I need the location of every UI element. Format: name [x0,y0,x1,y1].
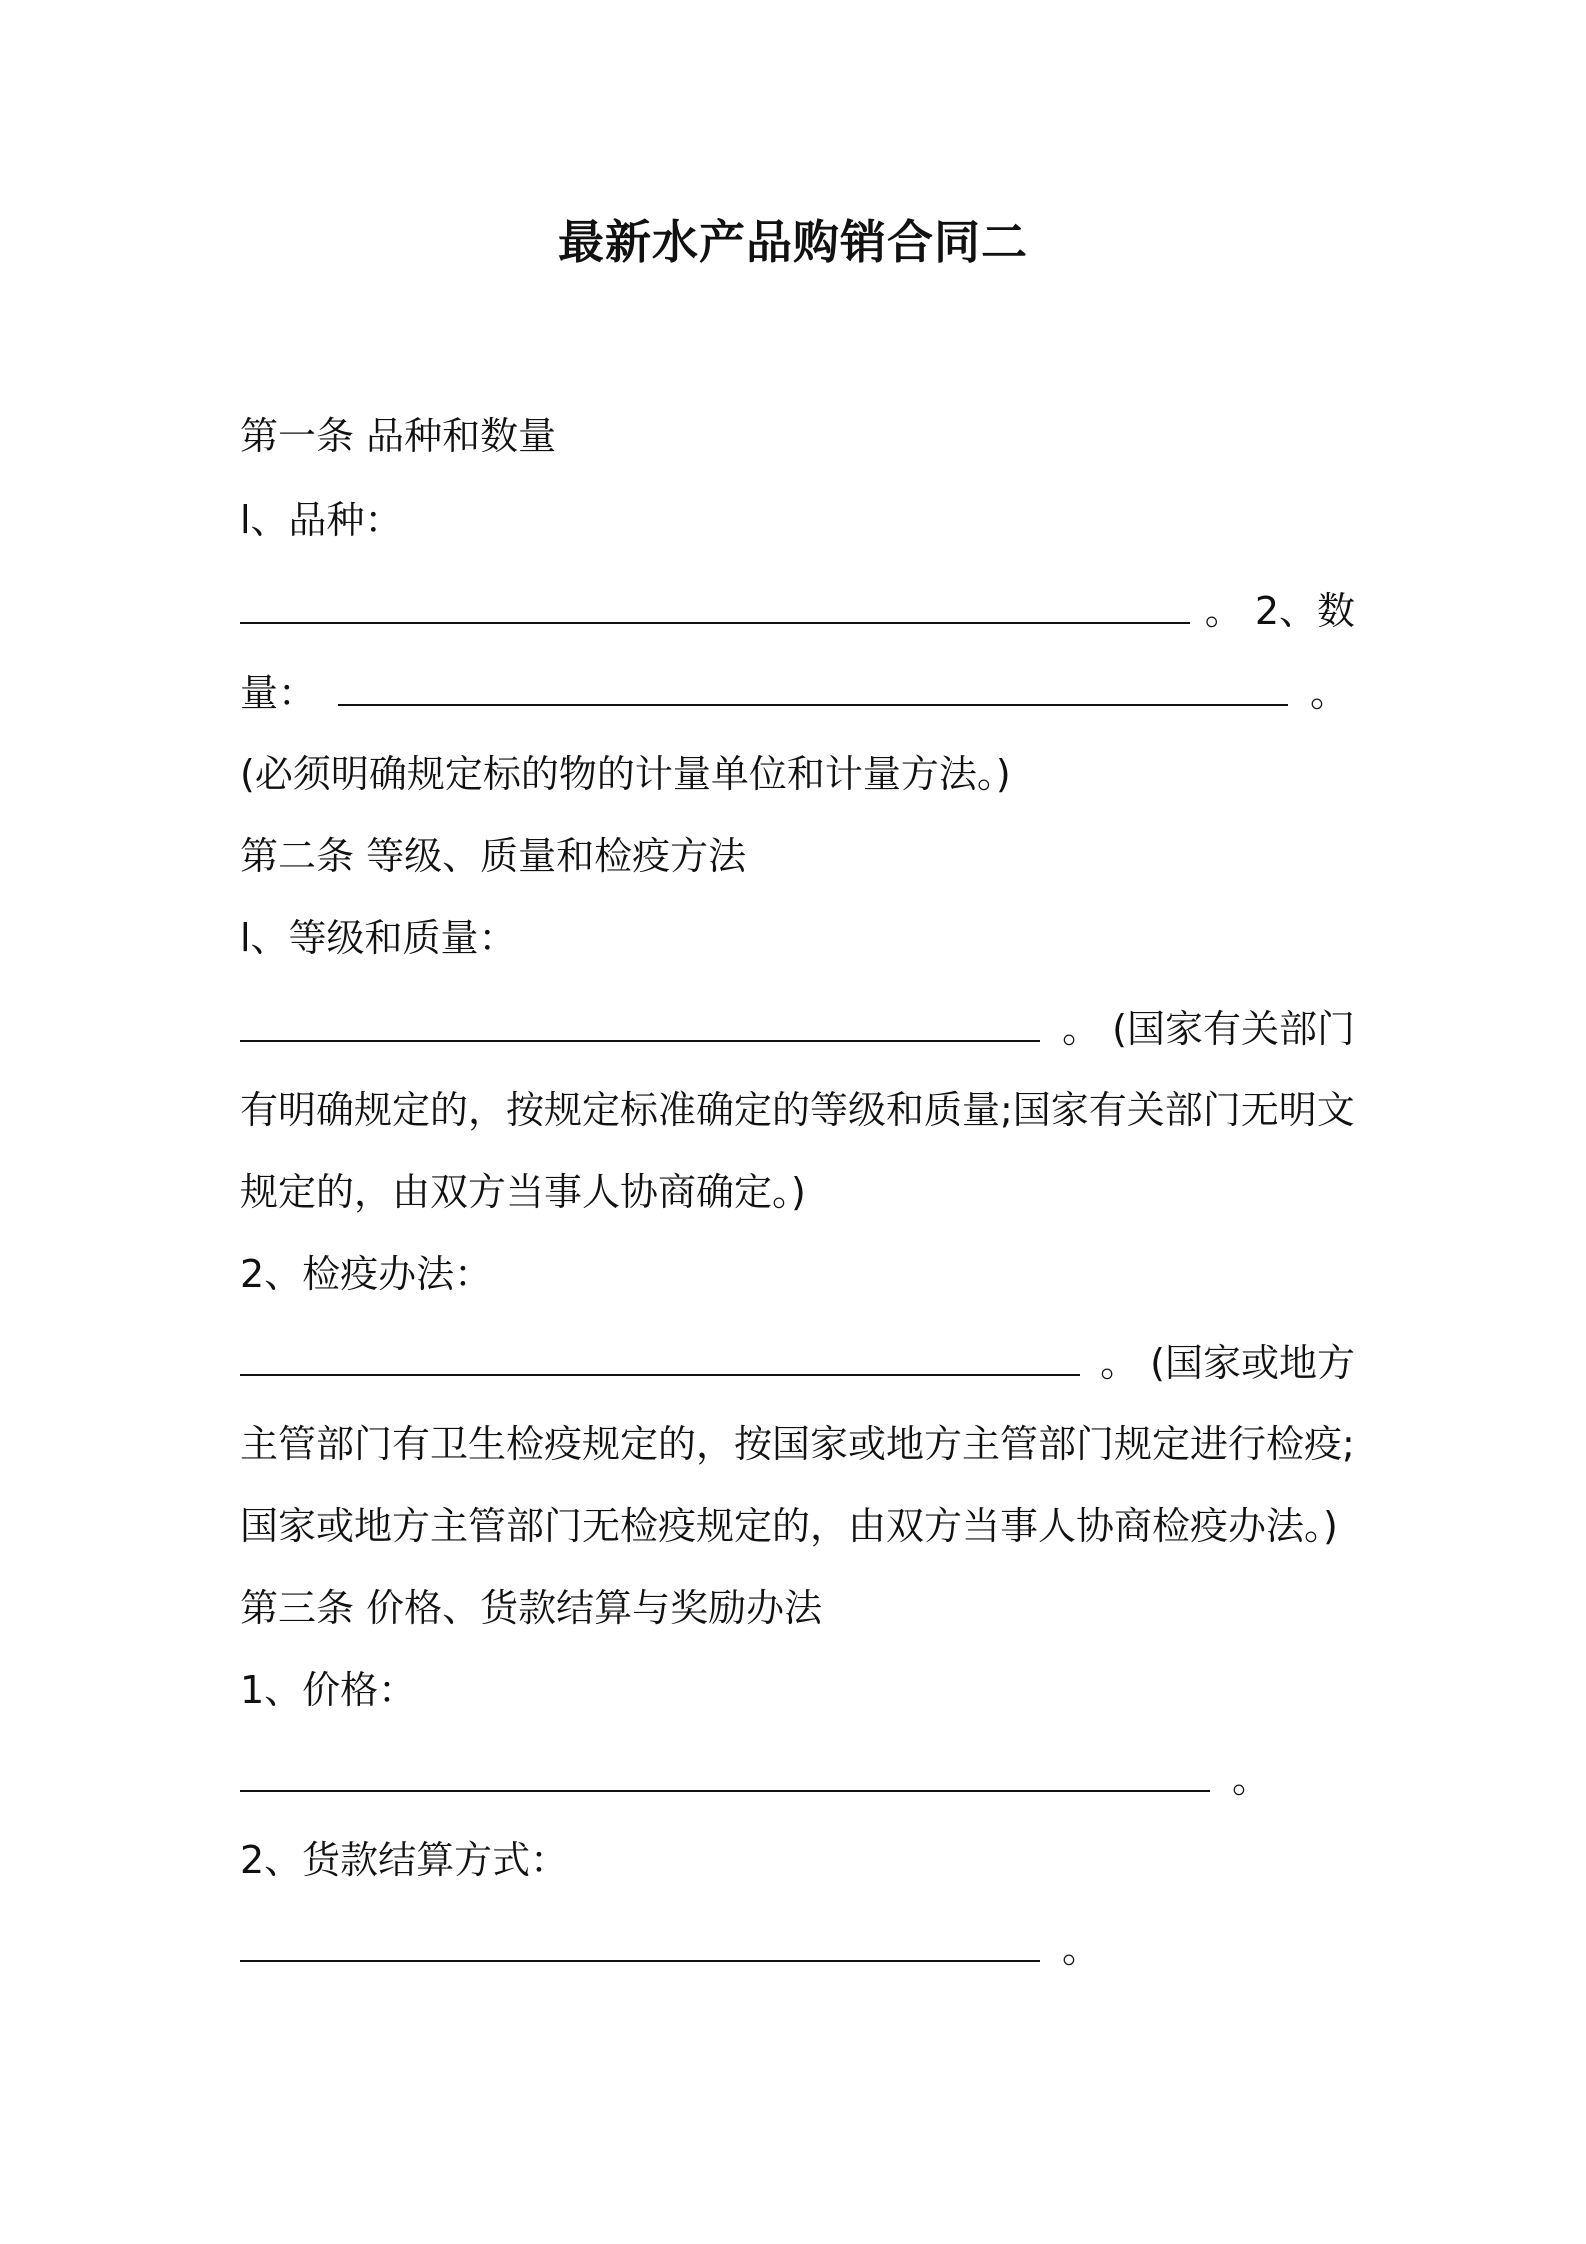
variety-blank [240,586,1190,624]
price-blank [240,1754,1210,1792]
article-2-heading: 第二条 等级、质量和检疫方法 [240,834,747,878]
variety-tail-text: 。 2、数 [1204,589,1355,633]
quantity-note: (必须明确规定标的物的计量单位和计量方法。) [240,752,1011,796]
grade-note-line-2: 规定的，由双方当事人协商确定。) [240,1170,806,1214]
payment-period: 。 [1062,1927,1101,1971]
article-1-heading: 第一条 品种和数量 [240,414,557,458]
quarantine-label: 2、检疫办法： [240,1252,493,1296]
price-period: 。 [1232,1757,1271,1801]
payment-blank [240,1924,1040,1962]
variety-label: l、品种： [240,498,403,542]
article-3-heading: 第三条 价格、货款结算与奖励办法 [240,1586,823,1630]
quarantine-fill-line [240,1338,1355,1387]
grade-tail-text: 。 (国家有关部门 [1062,1007,1355,1051]
quantity-period: 。 [1310,671,1349,715]
payment-method-label: 2、货款结算方式： [240,1838,569,1882]
grade-note-line-1: 有明确规定的，按规定标准确定的等级和质量;国家有关部门无明文 [240,1088,1355,1132]
price-fill-line [240,1754,1270,1803]
grade-label: l、等级和质量： [240,916,517,960]
grade-fill-line [240,1004,1355,1053]
quantity-fill-line [240,668,1348,717]
quarantine-blank [240,1338,1080,1376]
quarantine-note-line-2: 国家或地方主管部门无检疫规定的，由双方当事人协商检疫办法。) [240,1504,1338,1548]
quarantine-note-line-1: 主管部门有卫生检疫规定的，按国家或地方主管部门规定进行检疫; [240,1422,1355,1466]
variety-fill-line [240,586,1355,635]
quantity-label: 量： [240,671,317,715]
grade-blank [240,1004,1040,1042]
quarantine-tail-text: 。 (国家或地方 [1100,1341,1355,1385]
quantity-blank [338,668,1288,706]
price-label: 1、价格： [240,1668,417,1712]
payment-fill-line [240,1924,1100,1973]
document-title: 最新水产品购销合同二 [558,215,1028,269]
